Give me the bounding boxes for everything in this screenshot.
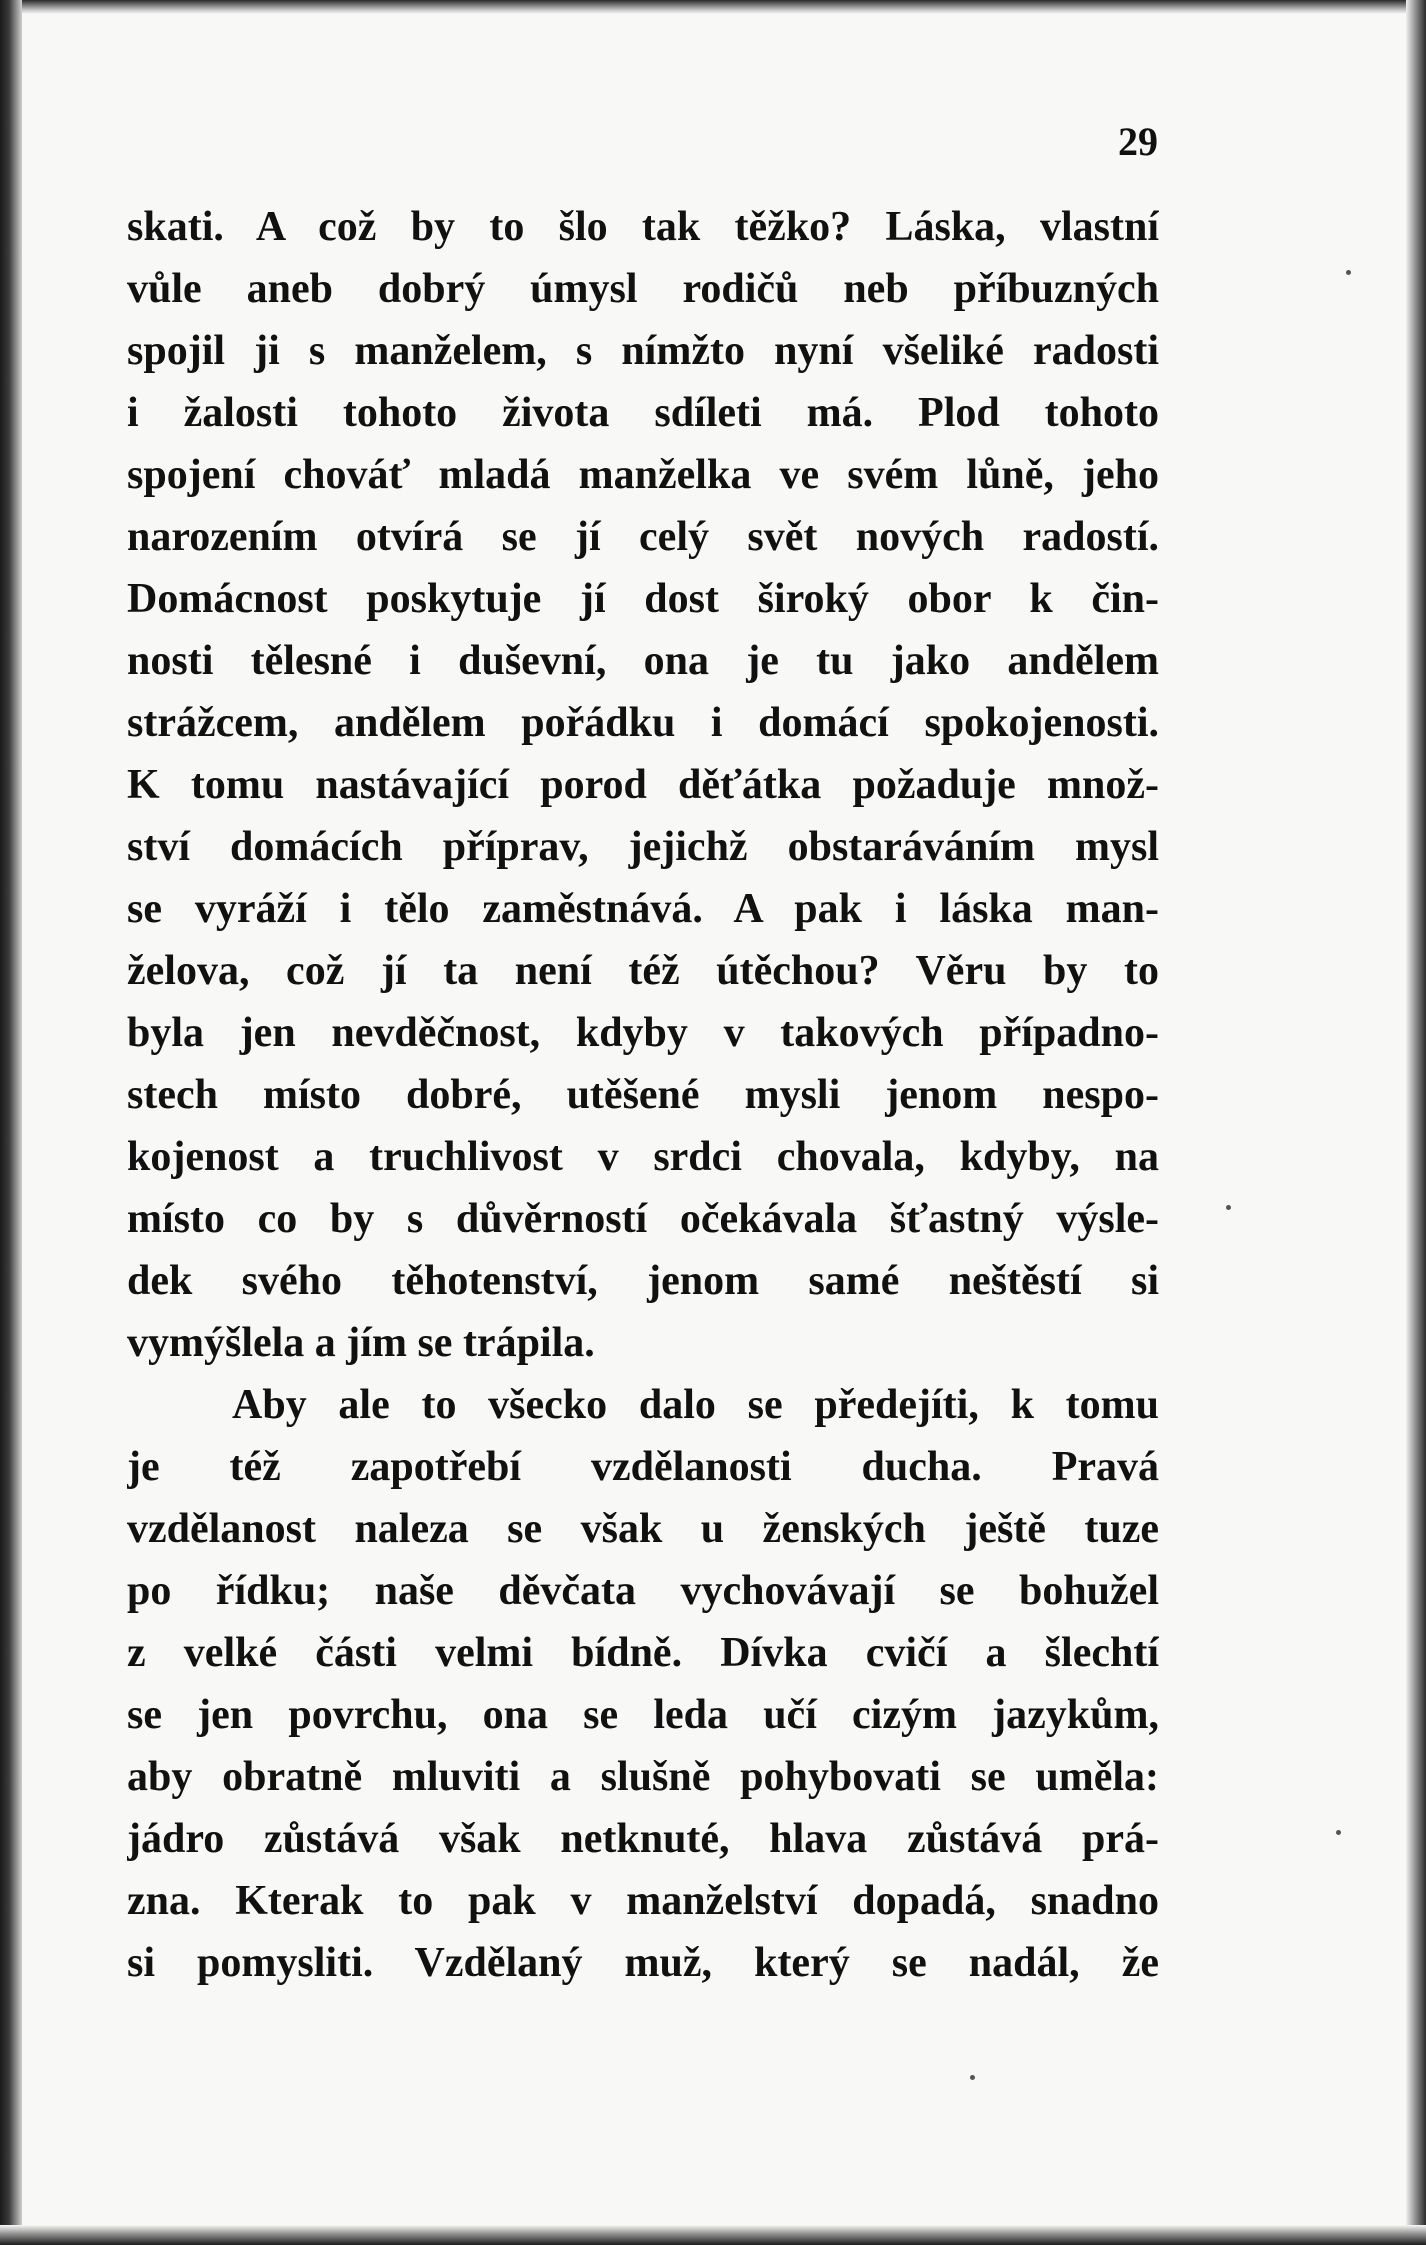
text-line: nosti tělesné i duševní, ona je tu jako andělem [127,638,1159,684]
text-line: spojení chováť mladá manželka ve svém lůně, jeho [127,452,1159,498]
scan-edge-top [0,0,1426,14]
text-line: je též zapotřebí vzdělanosti ducha. Pravá [127,1444,1159,1490]
scan-edge-bottom [0,2225,1426,2245]
scan-speck [1346,270,1351,275]
text-line: po řídku; naše děvčata vychovávají se bohužel [127,1568,1159,1614]
text-line: želova, což jí ta není též útěchou? Věru by to [127,948,1159,994]
text-line: strážcem, andělem pořádku i domácí spokojenosti. [127,700,1159,746]
text-line: aby obratně mluviti a slušně pohybovati se uměla: [127,1754,1159,1800]
text-line: Aby ale to všecko dalo se předejíti, k tomu [232,1382,1159,1428]
text-line: ství domácích příprav, jejichž obstaráváním mysl [127,824,1159,870]
text-line: se jen povrchu, ona se leda učí cizým jazykům, [127,1692,1159,1738]
page-number: 29 [1118,119,1158,164]
text-line: místo co by s důvěrností očekávala šťastný výsle- [127,1196,1159,1242]
text-line: jádro zůstává však netknuté, hlava zůstává prá- [127,1816,1159,1862]
text-line: spojil ji s manželem, s nímžto nyní všeliké radosti [127,328,1159,374]
text-line: K tomu nastávající porod děťátka požaduje množ- [127,762,1159,808]
text-line: Domácnost poskytuje jí dost široký obor k čin- [127,576,1159,622]
text-line: se vyráží i tělo zaměstnává. A pak i láska man- [127,886,1159,932]
scan-speck [1336,1830,1341,1835]
text-line: i žalosti tohoto života sdíleti má. Plod tohoto [127,390,1159,436]
scan-edge-left [0,0,22,2245]
scan-edge-right [1406,0,1426,2245]
text-line: byla jen nevděčnost, kdyby v takových případno- [127,1010,1159,1056]
text-line: si pomysliti. Vzdělaný muž, který se nadál, že [127,1940,1159,1986]
body-text [127,196,1159,1994]
text-line: narozením otvírá se jí celý svět nových radostí. [127,514,1159,560]
text-line: z velké části velmi bídně. Dívka cvičí a šlechtí [127,1630,1159,1676]
scan-speck [1226,1205,1231,1210]
text-line: vzdělanost naleza se však u ženských ještě tuze [127,1506,1159,1552]
text-line: stech místo dobré, utěšené mysli jenom nespo- [127,1072,1159,1118]
text-line: zna. Kterak to pak v manželství dopadá, snadno [127,1878,1159,1924]
text-line: kojenost a truchlivost v srdci chovala, kdyby, na [127,1134,1159,1180]
text-line: dek svého těhotenství, jenom samé neštěstí si [127,1258,1159,1304]
text-line: vůle aneb dobrý úmysl rodičů neb příbuzných [127,266,1159,312]
text-line: vymýšlela a jím se trápila. [127,1320,595,1366]
scan-speck [970,2075,975,2080]
text-line: skati. A což by to šlo tak těžko? Láska, vlastní [127,204,1159,250]
